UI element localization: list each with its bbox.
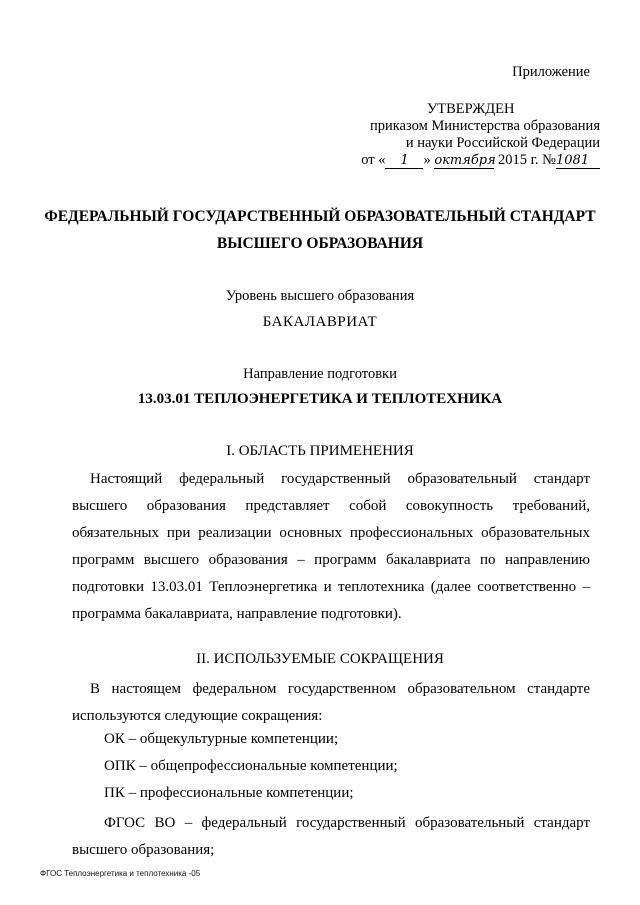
date-year: 2015 г. №: [497, 152, 556, 168]
education-level-label: Уровень высшего образования: [225, 288, 415, 304]
abbreviation-fgos-vo-text: ФГОС ВО – федеральный государственный образовательный стандарт высшего образования;: [72, 815, 590, 858]
abbreviation-pk: ПК – профессиональные компетенции;: [104, 785, 354, 801]
title-line-2: ВЫСШЕГО ОБРАЗОВАНИЯ: [216, 235, 424, 252]
abbreviation-fgos-vo: [72, 810, 590, 864]
order-date-line: [330, 152, 600, 169]
section-2-intro: [72, 676, 590, 730]
section-1-text: Настоящий федеральный государственный образовательный стандарт высшего образования представляет собой совокупность требований, обязательных при реализации основных профессиональных образовательных программ высшего образования – программ бакалавриата по направлению подготовки 13.03.01 Теплоэнергетика и теплотехника (далее соответственно – программа бакалавриата, направление подготовки).: [72, 471, 590, 622]
section-2-heading: II. ИСПОЛЬЗУЕМЫЕ СОКРАЩЕНИЯ: [196, 651, 444, 667]
handwritten-order-number: 1081: [556, 154, 600, 169]
order-line-1: приказом Министерства образования: [369, 118, 600, 134]
approved-label: УТВЕРЖДЕН: [427, 101, 515, 117]
education-level-value: БАКАЛАВРИАТ: [262, 314, 378, 330]
abbreviation-opk: ОПК – общепрофессиональные компетенции;: [104, 758, 398, 774]
approval-block: [330, 64, 600, 169]
section-1-heading: I. ОБЛАСТЬ ПРИМЕНЕНИЯ: [226, 443, 414, 459]
date-prefix: от «: [361, 152, 386, 168]
appendix-label: Приложение: [512, 64, 590, 80]
section-1-paragraph: [72, 466, 590, 628]
title-line-1: ФЕДЕРАЛЬНЫЙ ГОСУДАРСТВЕННЫЙ ОБРАЗОВАТЕЛЬНЫЙ СТАНДАРТ: [44, 208, 596, 225]
document-title: [40, 203, 600, 257]
date-mid: »: [423, 152, 431, 168]
training-direction-value: 13.03.01 ТЕПЛОЭНЕРГЕТИКА И ТЕПЛОТЕХНИКА: [137, 391, 503, 407]
handwritten-day: 1: [385, 154, 423, 169]
section-2-intro-text: В настоящем федеральном государственном образовательном стандарте используются следующие сокращения:: [72, 681, 590, 724]
page-footer: ФГОС Теплоэнергетика и теплотехника -05: [40, 869, 201, 878]
abbreviation-ok: ОК – общекультурные компетенции;: [104, 731, 339, 747]
training-direction-label: Направление подготовки: [243, 366, 397, 382]
order-line-2: и науки Российской Федерации: [405, 135, 600, 151]
handwritten-month: октября: [434, 153, 496, 168]
